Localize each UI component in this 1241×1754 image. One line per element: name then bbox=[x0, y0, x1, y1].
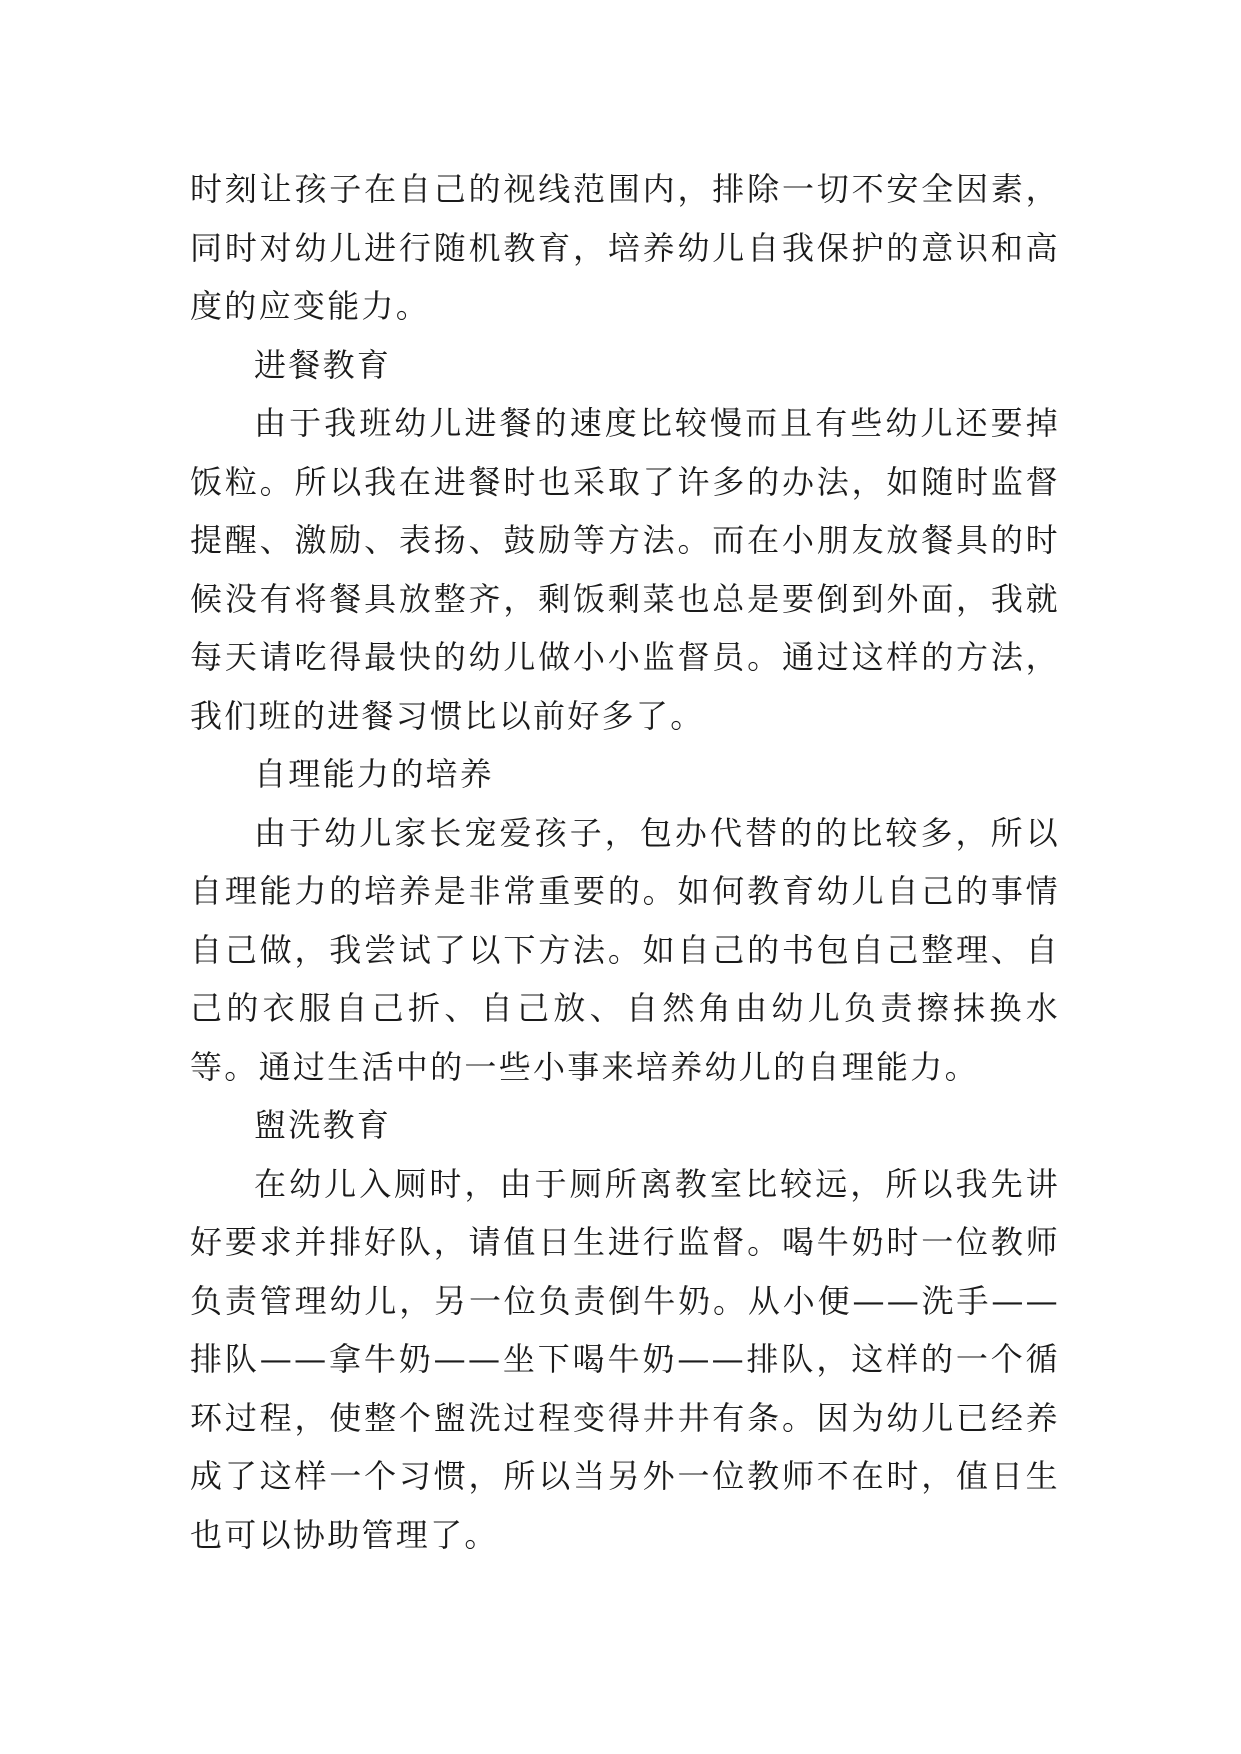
body-paragraph: 由于我班幼儿进餐的速度比较慢而且有些幼儿还要掉饭粒。所以我在进餐时也采取了许多的办法，如随时监督提醒、激励、表扬、鼓励等方法。而在小朋友放餐具的时候没有将餐具放整齐，剩饭剩菜也总是要倒到外面，我就每天请吃得最快的幼儿做小小监督员。通过这样的方法，我们班的进餐习惯比以前好多了。 bbox=[190, 404, 1060, 735]
body-paragraph: 在幼儿入厕时，由于厕所离教室比较远，所以我先讲好要求并排好队，请值日生进行监督。喝牛奶时一位教师负责管理幼儿，另一位负责倒牛奶。从小便——洗手——排队——拿牛奶——坐下喝牛奶——排队，这样的一个循环过程，使整个盥洗过程变得井井有条。因为幼儿已经养成了这样一个习惯，所以当另外一位教师不在时，值日生也可以协助管理了。 bbox=[190, 1164, 1060, 1554]
section-heading-meal-education: 进餐教育 bbox=[254, 345, 392, 384]
section-heading-washing-education: 盥洗教育 bbox=[254, 1106, 392, 1144]
body-paragraph: 时刻让孩子在自己的视线范围内，排除一切不安全因素，同时对幼儿进行随机教育，培养幼儿自我保护的意识和高度的应变能力。 bbox=[190, 170, 1060, 325]
section-heading-self-care: 自理能力的培养 bbox=[254, 755, 495, 793]
document-body bbox=[190, 160, 1060, 1564]
body-paragraph: 由于幼儿家长宠爱孩子，包办代替的的比较多，所以自理能力的培养是非常重要的。如何教育幼儿自己的事情自己做，我尝试了以下方法。如自己的书包自己整理、自己的衣服自己折、自己放、自然角由幼儿负责擦抹换水等。通过生活中的一些小事来培养幼儿的自理能力。 bbox=[190, 813, 1060, 1086]
